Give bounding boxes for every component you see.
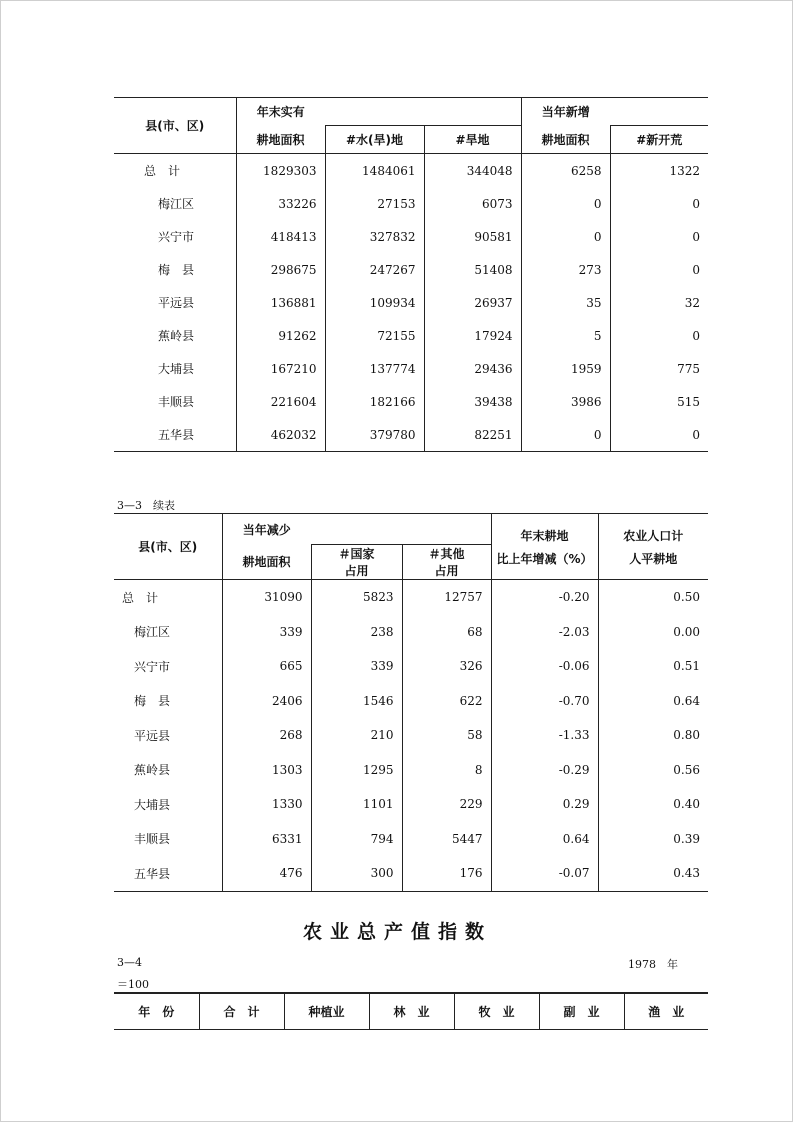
table-row <box>114 220 708 253</box>
header-percap-top: 农业人口计 <box>623 528 684 543</box>
cell: 6073 <box>424 187 521 220</box>
cell: 229 <box>402 787 491 822</box>
cell: 1330 <box>222 787 311 822</box>
cell: 379780 <box>325 418 424 452</box>
cell: 339 <box>222 615 311 650</box>
arable-land-continued-table <box>114 513 708 892</box>
cell: 68 <box>402 615 491 650</box>
cell: 622 <box>402 684 491 719</box>
base-year: 1978 年 <box>628 958 678 971</box>
cell: 665 <box>222 649 311 684</box>
cell: 31090 <box>222 580 311 615</box>
table-row <box>114 787 708 822</box>
cell: 238 <box>311 615 402 650</box>
cell: 0.64 <box>491 822 598 857</box>
row-name: 大埔县 <box>158 362 195 376</box>
cell: 182166 <box>325 385 424 418</box>
table-row <box>114 856 708 891</box>
table-row <box>114 822 708 857</box>
row-name: 总 计 <box>122 590 159 605</box>
header-state-bottom: 占用 <box>344 564 369 578</box>
cell: -2.03 <box>491 615 598 650</box>
cell: 0 <box>610 187 708 220</box>
cell: 33226 <box>236 187 325 220</box>
row-name: 大埔县 <box>134 797 171 812</box>
table-row <box>114 649 708 684</box>
cell: 0.64 <box>598 684 708 719</box>
cell: -0.06 <box>491 649 598 684</box>
header-year: 年 份 <box>114 993 199 1030</box>
cell: 462032 <box>236 418 325 452</box>
cell: 72155 <box>325 319 424 352</box>
header-state <box>311 545 402 580</box>
cell: 794 <box>311 822 402 857</box>
cell: -0.07 <box>491 856 598 891</box>
cell: 17924 <box>424 319 521 352</box>
cell: -1.33 <box>491 718 598 753</box>
table-row <box>114 286 708 319</box>
cell: 0.00 <box>598 615 708 650</box>
header-forestry: 林 业 <box>369 993 454 1030</box>
cell: 109934 <box>325 286 424 319</box>
cell: 0 <box>521 418 610 452</box>
cell: 0 <box>610 319 708 352</box>
row-name: 平远县 <box>158 296 195 310</box>
cell: 1959 <box>521 352 610 385</box>
cell: 26937 <box>424 286 521 319</box>
cell: 0.80 <box>598 718 708 753</box>
header-fishery: 渔 业 <box>624 993 708 1030</box>
cell: 6331 <box>222 822 311 857</box>
agri-output-index-table <box>114 992 708 1030</box>
header-area-spacer <box>325 98 521 126</box>
cell: 32 <box>610 286 708 319</box>
cell: 775 <box>610 352 708 385</box>
row-name: 梅 县 <box>158 263 195 277</box>
row-name: 梅江区 <box>158 197 195 211</box>
cell: 327832 <box>325 220 424 253</box>
cell: 0.56 <box>598 753 708 788</box>
cell: 247267 <box>325 253 424 286</box>
cell: 418413 <box>236 220 325 253</box>
arable-land-table <box>114 97 708 452</box>
cell: 0 <box>610 253 708 286</box>
row-name: 梅 县 <box>134 694 171 709</box>
header-other-top: ＃其他 <box>428 547 465 561</box>
table-row <box>114 615 708 650</box>
cell: 326 <box>402 649 491 684</box>
header-reclaim: #新开荒 <box>610 126 708 154</box>
cell: 515 <box>610 385 708 418</box>
cell: 0.43 <box>598 856 708 891</box>
header-dry: #旱地 <box>424 126 521 154</box>
cell: 35 <box>521 286 610 319</box>
header-percap-bottom: 人平耕地 <box>629 551 678 566</box>
cell: 90581 <box>424 220 521 253</box>
row-name: 五华县 <box>114 418 236 452</box>
cell: 476 <box>222 856 311 891</box>
cell: 12757 <box>402 580 491 615</box>
cell: 273 <box>521 253 610 286</box>
table-row <box>114 352 708 385</box>
row-name: 兴宁市 <box>134 659 171 674</box>
cell: 0.51 <box>598 649 708 684</box>
cell: 1295 <box>311 753 402 788</box>
cell: 5447 <box>402 822 491 857</box>
cell: 0 <box>521 220 610 253</box>
cell: 0 <box>610 418 708 452</box>
cell: 298675 <box>236 253 325 286</box>
cell: -0.20 <box>491 580 598 615</box>
table-row <box>114 253 708 286</box>
cell: -0.70 <box>491 684 598 719</box>
cell: 344048 <box>424 154 521 188</box>
row-name: 蕉岭县 <box>134 763 171 778</box>
table-row <box>114 718 708 753</box>
header-area-top: 年末实有 <box>236 98 325 126</box>
header-state-top: ＃国家 <box>338 547 375 561</box>
cell: 1303 <box>222 753 311 788</box>
cell: 8 <box>402 753 491 788</box>
cell: 1101 <box>311 787 402 822</box>
cell: 6258 <box>521 154 610 188</box>
cell: 51408 <box>424 253 521 286</box>
header-county: 县(市、区) <box>114 514 222 580</box>
table-row <box>114 154 708 188</box>
cell: 339 <box>311 649 402 684</box>
cell: 176 <box>402 856 491 891</box>
section-title: 农业总产值指数 <box>302 921 492 943</box>
header-county: 县(市、区) <box>114 98 236 154</box>
row-name: 丰顺县 <box>158 395 195 409</box>
cell: 1484061 <box>325 154 424 188</box>
header-reduce-spacer <box>311 514 491 545</box>
row-name: 总 计 <box>144 164 181 178</box>
cell: 1829303 <box>236 154 325 188</box>
cell: -0.29 <box>491 753 598 788</box>
cell: 5 <box>521 319 610 352</box>
table-row <box>114 684 708 719</box>
row-name: 五华县 <box>114 856 222 891</box>
header-new-top: 当年新增 <box>521 98 610 126</box>
header-reduce-bottom: 耕地面积 <box>222 545 311 580</box>
cell: 210 <box>311 718 402 753</box>
cell: 136881 <box>236 286 325 319</box>
row-name: 梅江区 <box>134 625 171 640</box>
cell: 300 <box>311 856 402 891</box>
header-change-bottom: 比上年增减（%） <box>496 551 593 566</box>
table-row <box>114 187 708 220</box>
cell: 0.50 <box>598 580 708 615</box>
header-new-bottom: 耕地面积 <box>521 126 610 154</box>
cell: 0.39 <box>598 822 708 857</box>
cell: 91262 <box>236 319 325 352</box>
table-row <box>114 580 708 615</box>
header-sideline: 副 业 <box>539 993 624 1030</box>
base-value: ＝100 <box>117 978 149 991</box>
row-name: 蕉岭县 <box>158 329 195 343</box>
cell: 1322 <box>610 154 708 188</box>
cell: 0 <box>610 220 708 253</box>
table2-caption: 3—3 续表 <box>117 499 175 512</box>
cell: 27153 <box>325 187 424 220</box>
cell: 137774 <box>325 352 424 385</box>
cell: 82251 <box>424 418 521 452</box>
cell: 0.40 <box>598 787 708 822</box>
table-row <box>114 319 708 352</box>
cell: 0.29 <box>491 787 598 822</box>
row-name: 丰顺县 <box>134 832 171 847</box>
header-livestock: 牧 业 <box>454 993 539 1030</box>
table-code: 3—4 <box>117 956 142 969</box>
header-paddy: #水(旱)地 <box>325 126 424 154</box>
header-new-spacer <box>610 98 708 126</box>
header-percap <box>598 514 708 580</box>
cell: 221604 <box>236 385 325 418</box>
cell: 5823 <box>311 580 402 615</box>
header-other-bottom: 占用 <box>434 564 459 578</box>
cell: 1546 <box>311 684 402 719</box>
cell: 0 <box>521 187 610 220</box>
cell: 3986 <box>521 385 610 418</box>
header-reduce-top: 当年减少 <box>222 514 311 545</box>
table-row <box>114 418 708 452</box>
cell: 39438 <box>424 385 521 418</box>
header-change <box>491 514 598 580</box>
cell: 2406 <box>222 684 311 719</box>
cell: 58 <box>402 718 491 753</box>
header-change-top: 年末耕地 <box>520 528 569 543</box>
table-row <box>114 385 708 418</box>
cell: 167210 <box>236 352 325 385</box>
row-name: 兴宁市 <box>158 230 195 244</box>
cell: 29436 <box>424 352 521 385</box>
header-other <box>402 545 491 580</box>
header-area-bottom: 耕地面积 <box>236 126 325 154</box>
table-row <box>114 753 708 788</box>
cell: 268 <box>222 718 311 753</box>
header-total: 合 计 <box>199 993 284 1030</box>
row-name: 平远县 <box>134 728 171 743</box>
header-crop: 种植业 <box>284 993 369 1030</box>
